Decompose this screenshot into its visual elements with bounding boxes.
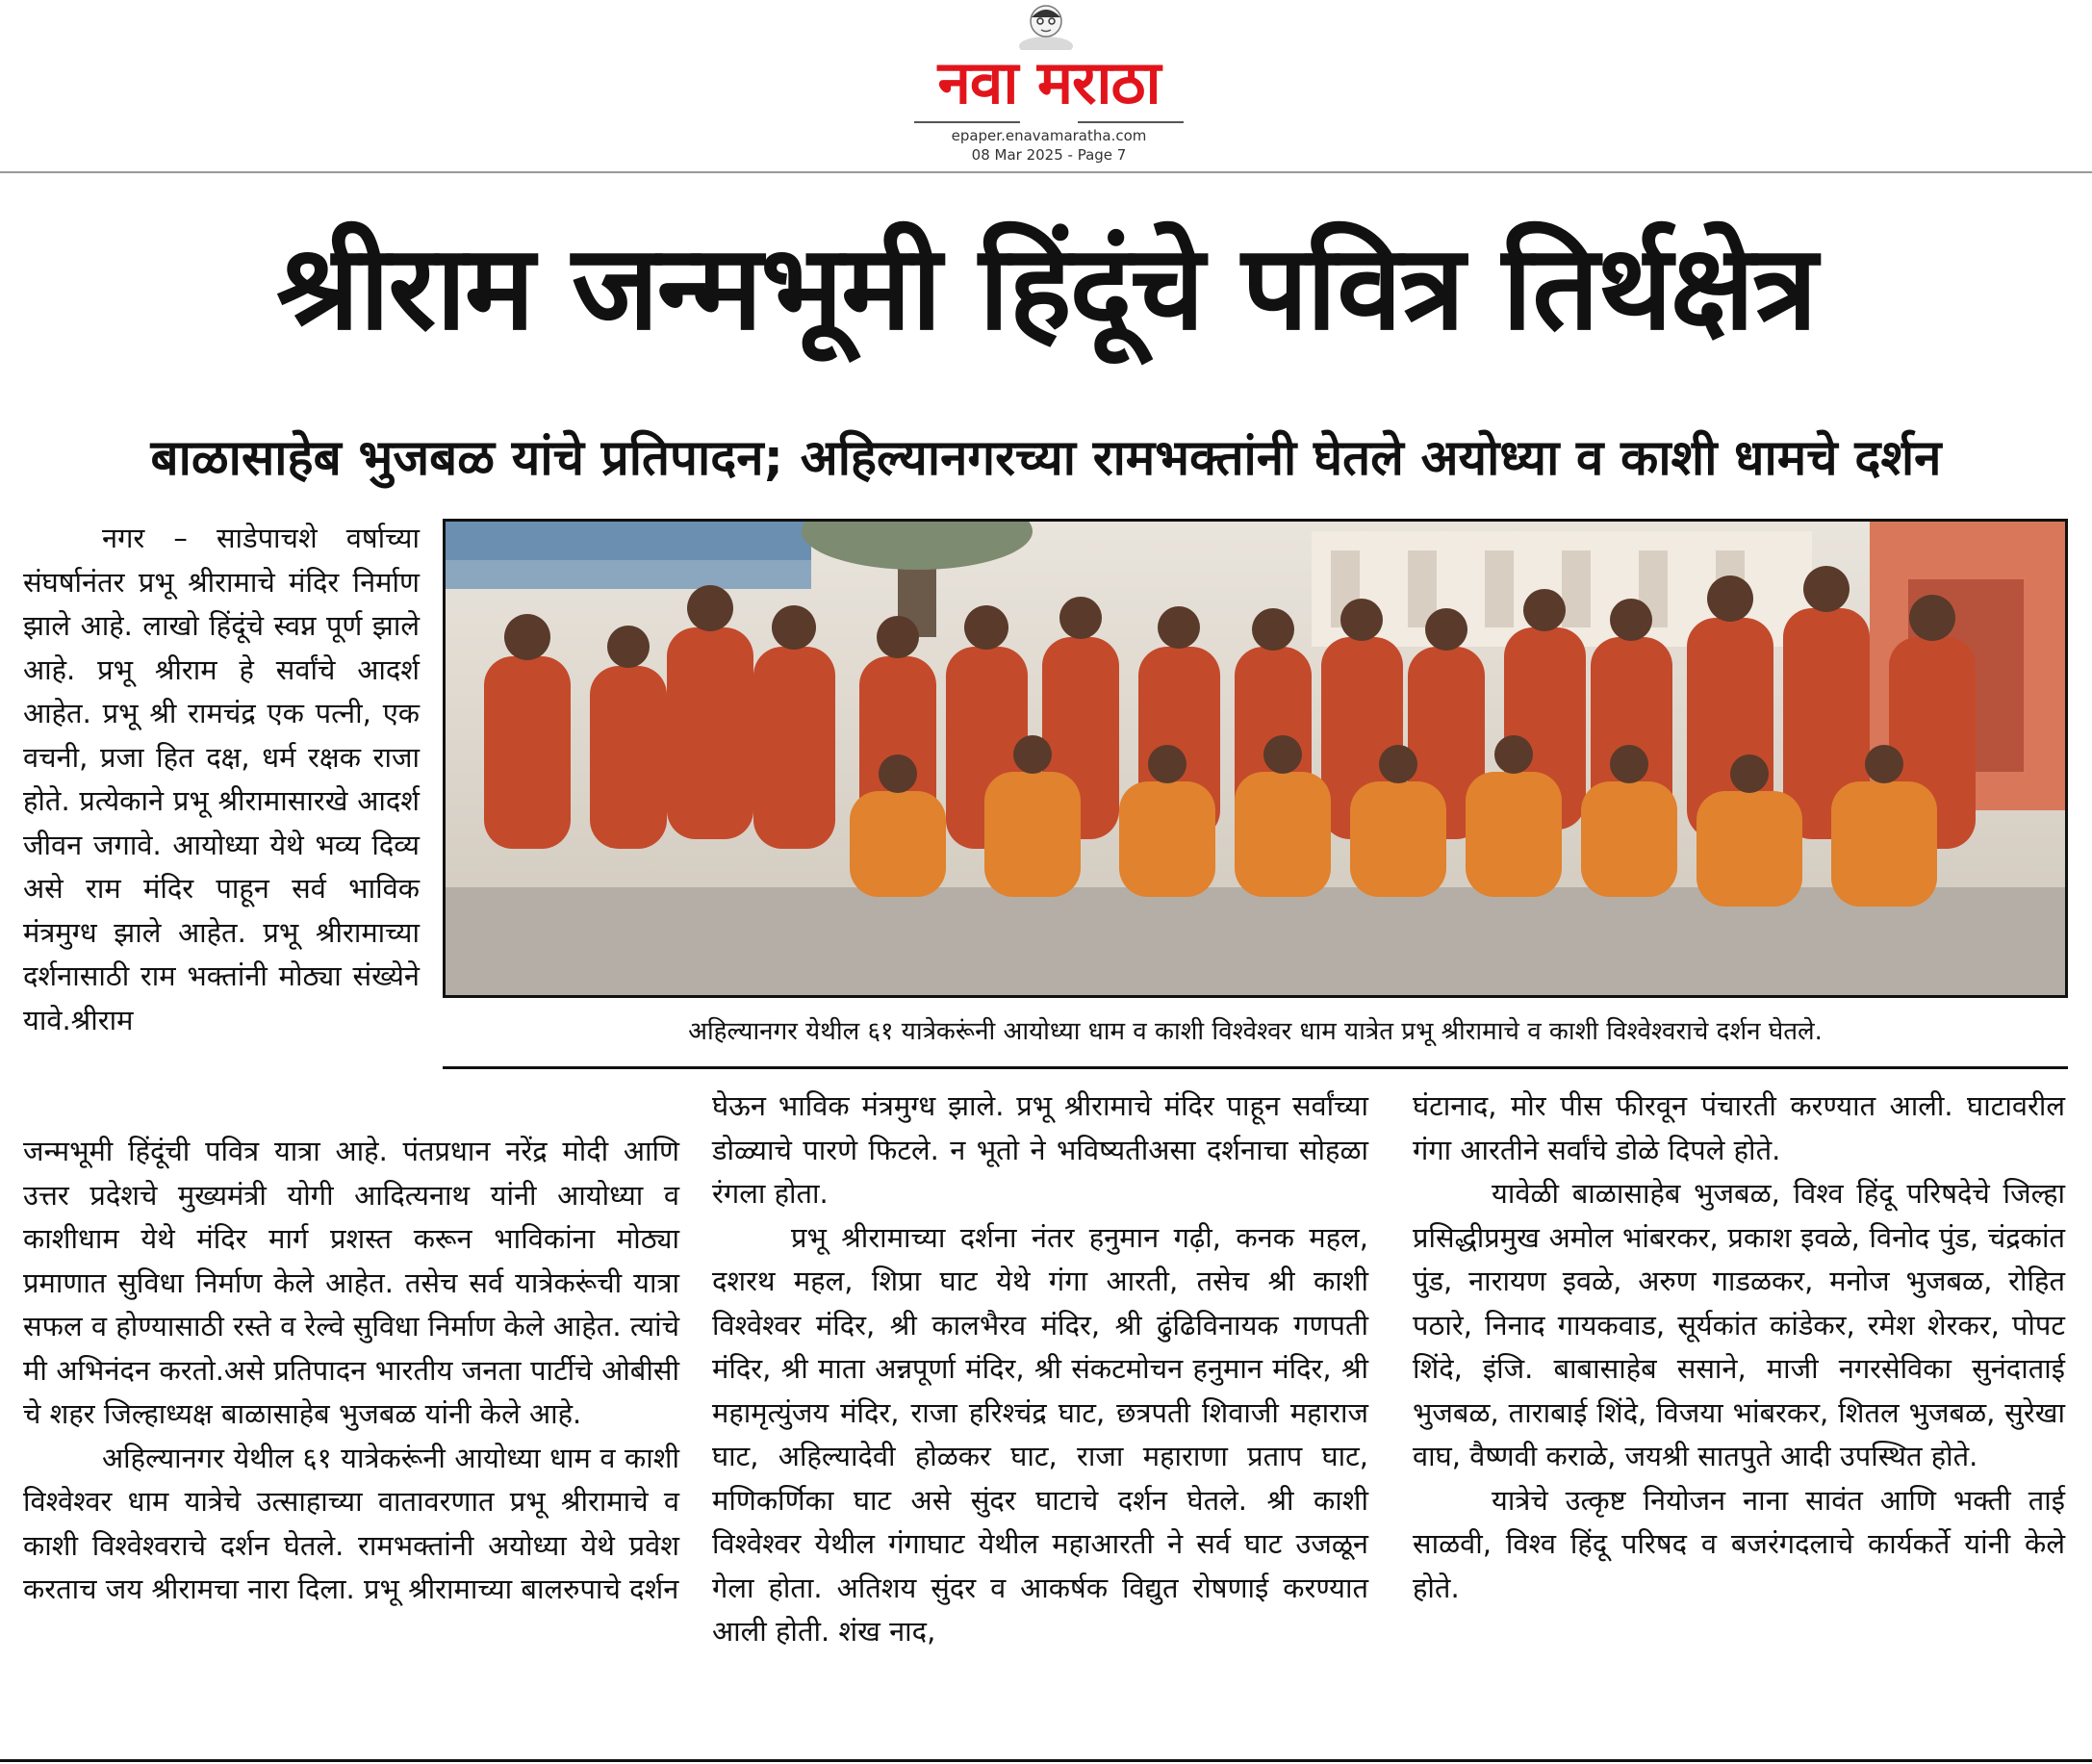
article-subheadline: बाळासाहेब भुजबळ यांचे प्रतिपादन; अहिल्यानगरच्या रामभक्तांनी घेतले अयोध्या व काशी धामचे दर्शन (150, 430, 1942, 487)
article-paragraph: नगर – साडेपाचशे वर्षाच्या संघर्षानंतर प्रभू श्रीरामाचे मंदिर निर्माण झाले आहे. लाखो हिंदूंचे स्वप्न पूर्ण झाले आहे. प्रभू श्रीराम हे सर्वांचे आदर्श आहेत. प्रभू श्री रामचंद्र एक पत्नी, एक वचनी, प्रजा हित दक्ष, धर्म रक्षक राजा होते. प्रत्येकाने प्रभू श्रीरामासारखे आदर्श जीवन जगावे. आयोध्या येथे भव्य दिव्य असे राम मंदिर पाहून सर्व भाविक मंत्रमुग्ध झाले आहेत. प्रभू श्रीरामाच्या दर्शनासाठी राम भक्तांनी मोठ्या संख्येने यावे.श्रीराम (23, 522, 420, 1036)
article-headline: श्रीराम जन्मभूमी हिंदूंचे पवित्र तिर्थक्षेत्र (276, 219, 1816, 356)
article-paragraph: प्रभू श्रीरामाच्या दर्शना नंतर हनुमान गढ़ी, कनक महल, दशरथ महल, शिप्रा घाट येथे गंगा आरती, तसेच श्री काशी विश्वेश्वर मंदिर, श्री कालभैरव मंदिर, श्री ढुंढिविनायक गणपती मंदिर, श्री माता अन्नपूर्णा मंदिर, श्री संकटमोचन हनुमान मंदिर, श्री महामृत्युंजय मंदिर, राजा हरिश्चंद्र घाट, छत्रपती शिवाजी महाराज घाट, अहिल्यादेवी होळकर घाट, राजा महाराणा प्रताप घाट, मणिकर्णिका घाट असे सुंदर घाटाचे दर्शन घेतले. श्री काशी विश्वेश्वर येथील गंगाघाट येथील महाआरती ने सर्व घाट उजळून गेला होता. अतिशय सुंदर व आकर्षक विद्युत रोषणाई करण्यात आली होती. शंख नाद, (712, 1220, 1368, 1648)
article-paragraph: यात्रेचे उत्कृष्ट नियोजन नाना सावंत आणि भक्ती ताई साळवी, विश्व हिंदू परिषद व बजरंगदलाचे कार्यकर्ते यांनी केले होते. (1413, 1483, 2065, 1604)
article-paragraph: जन्मभूमी हिंदूंची पवित्र यात्रा आहे. पंतप्रधान नरेंद्र मोदी आणि उत्तर प्रदेशचे मुख्यमंत्री योगी आदित्यनाथ यांनी आयोध्या व काशीधाम येथे मंदिर मार्ग प्रशस्त करून भाविकांना मोठ्या प्रमाणात सुविधा निर्माण केले आहेत. तसेच सर्व यात्रेकरूंची यात्रा सफल व होण्यासाठी रस्ते व रेल्वे सुविधा निर्माण केले आहेत. त्यांचे मी अभिनंदन करतो.असे प्रतिपादन भारतीय जनता पार्टीचे ओबीसी चे शहर जिल्हाध्यक्ष बाळासाहेब भुजबळ यांनी केले आहे. (23, 1135, 679, 1430)
logo-strapline (914, 118, 1184, 126)
epaper-url[interactable]: epaper.enavamaratha.com (951, 127, 1147, 144)
founder-portrait-icon (1016, 0, 1076, 50)
group-photo (443, 519, 2068, 998)
article-paragraph: घेऊन भाविक मंत्रमुग्ध झाले. प्रभू श्रीरामाचे मंदिर पाहून सर्वांच्या डोळ्याचे पारणे फिटले. न भूतो ने भविष्यतीअसा दर्शनाचा सोहळा रंगला होता. (712, 1089, 1368, 1210)
article-column-3 (1413, 1085, 2065, 1610)
photo-caption: अहिल्यानगर येथील ६१ यात्रेकरूंनी आयोध्या धाम व काशी विश्वेश्वर धाम यात्रेत प्रभू श्रीरामाचे व काशी विश्वेश्वराचे दर्शन घेतले. (688, 1017, 1823, 1046)
article-column-1-top (23, 517, 420, 1042)
article-column-1-bottom (23, 1130, 679, 1612)
group-photo-illustration (446, 522, 2065, 995)
article-paragraph: यावेळी बाळासाहेब भुजबळ, विश्व हिंदू परिषदेचे जिल्हा प्रसिद्धीप्रमुख अमोल भांबरकर, प्रकाश इवळे, विनोद पुंड, चंद्रकांत पुंड, नारायण इवळे, अरुण गाडळकर, मनोज भुजबळ, रोहित पठारे, निनाद गायकवाड, सूर्यकांत कांडेकर, रमेश शेरकर, पोपट शिंदे, इंजि. बाबासाहेब ससाने, माजी नगरसेविका सुनंदाताई भुजबळ, ताराबाई शिंदे, विजया भांबरकर, शितल भुजबळ, सुरेखा वाघ, वैष्णवी कराळे, जयश्री सातपुते आदी उपस्थित होते. (1413, 1177, 2065, 1472)
article-paragraph: अहिल्यानगर येथील ६१ यात्रेकरूंनी आयोध्या धाम व काशी विश्वेश्वर धाम यात्रेचे उत्साहाच्या वातावरणात प्रभू श्रीरामाचे व काशी विश्वेश्वराचे दर्शन घेतले. रामभक्तांनी अयोध्या येथे प्रवेश करताच जय श्रीरामचा नारा दिला. प्रभू श्रीरामाच्या बालरुपाचे दर्शन (23, 1441, 679, 1605)
article-column-2 (712, 1085, 1368, 1654)
masthead-divider (0, 171, 2092, 173)
page-bottom-rule (0, 1759, 2092, 1762)
article-paragraph: घंटानाद, मोर पीस फीरवून पंचारती करण्यात आली. घाटावरील गंगा आरतीने सर्वांचे डोळे दिपले होते. (1413, 1089, 2065, 1166)
caption-divider (443, 1066, 2068, 1069)
issue-date-page: 08 Mar 2025 - Page 7 (971, 146, 1127, 164)
newspaper-logo: नवा मराठा (937, 47, 1161, 117)
masthead (0, 0, 2092, 171)
